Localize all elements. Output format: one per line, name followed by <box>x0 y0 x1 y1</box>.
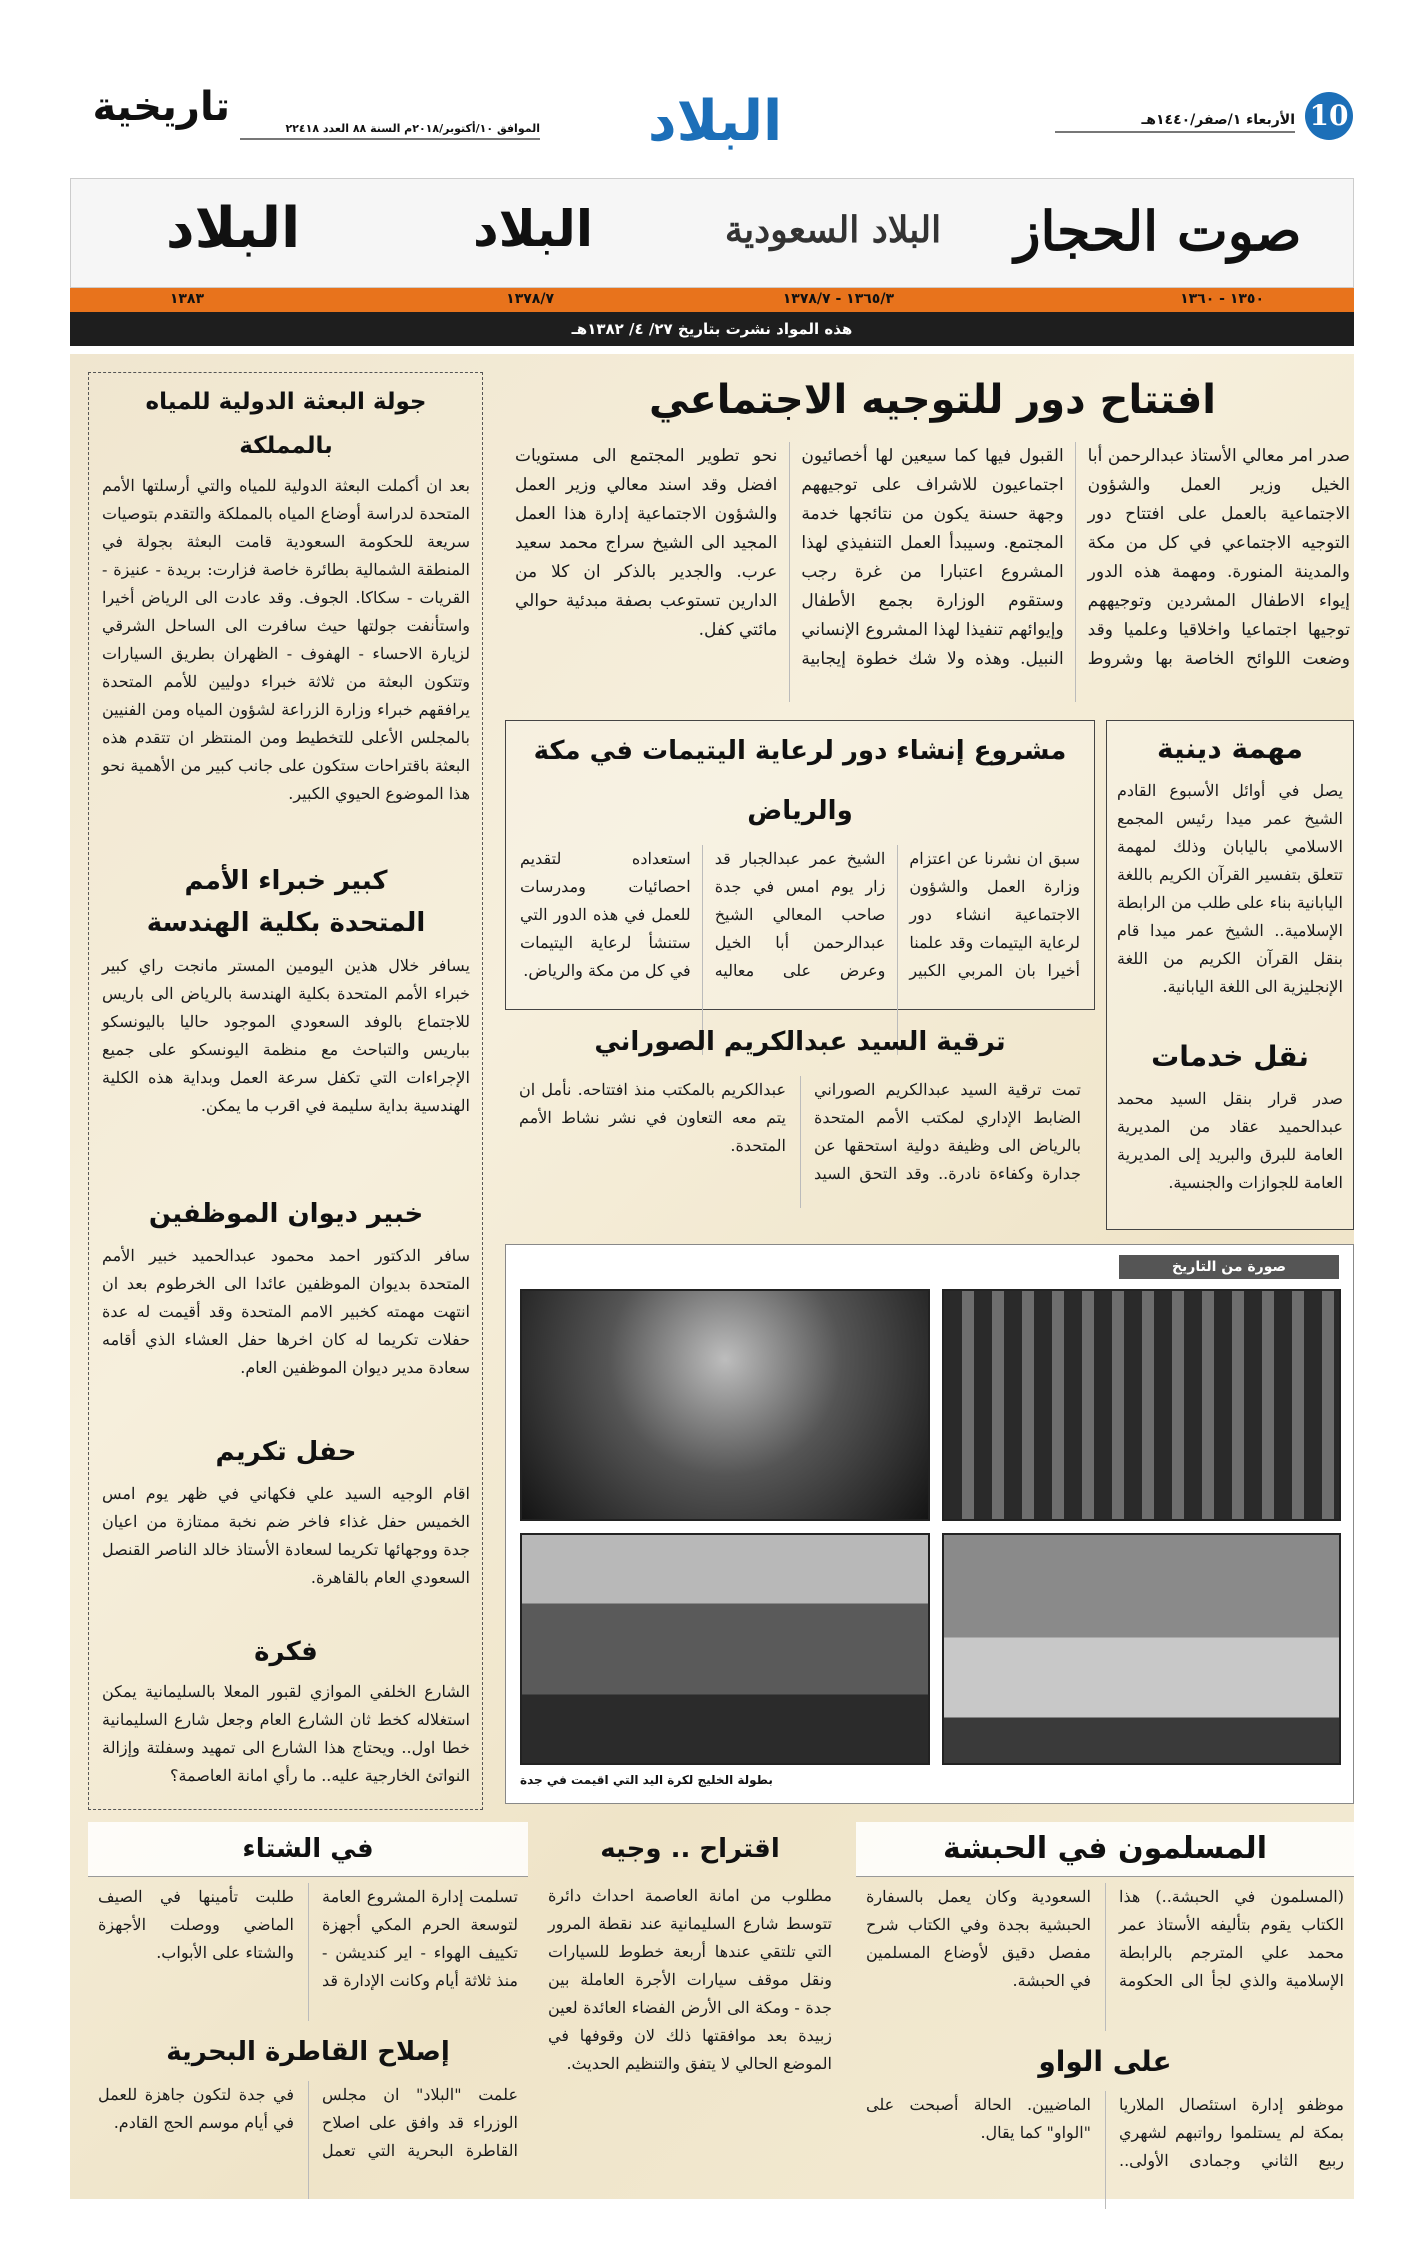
article-honor-title: حفل تكريم <box>215 1437 357 1467</box>
years-4: ١٣٨٣ <box>169 291 204 307</box>
article-cairo-body: علمت "البلاد" ان مجلس الوزراء قد وافق على اصلاح القاطرة البحرية التي تعمل في جدة لتكون جاهزة للعمل في أيام موسم الحج القادم. <box>98 2085 518 2160</box>
article-transfer-title: نقل خدمات <box>1151 1040 1309 1073</box>
article-habasha-body: (المسلمون في الحبشة..) هذا الكتاب يقوم بتأليفه الأستاذ عمر محمد علي المترجم بالرابطة الإسلامية والذي لجأ الى الحكومة السعودية وكان يعمل بالسفارة الحبشية بجدة وفي الكتاب شرح مفصل دقيق لأوضاع المسلمين في الحبشة. <box>866 1887 1344 1990</box>
page-header <box>0 0 1421 175</box>
years-2: ١٣٦٥/٣ - ١٣٧٨/٧ <box>782 291 894 307</box>
logo-albilad-saudia: البلاد السعودية <box>724 209 942 251</box>
photo-team-parade <box>520 1533 930 1765</box>
article-orphans-title: مشروع إنشاء دور لرعاية اليتيمات في مكة والرياض <box>533 736 1067 826</box>
article-water-title: جولة البعثة الدولية للمياه بالمملكة <box>145 389 427 459</box>
article-waw-body: موظفو إدارة استئصال الملاريا بمكة لم يستلموا رواتبهم لشهري ربيع الثاني وجمادى الأولى.. الماضيين. الحالة أصبحت على "الواو" كما يقال. <box>866 2095 1344 2170</box>
article-civil-service-title: خبير ديوان الموظفين <box>148 1199 424 1229</box>
logo-albilad-2: البلاد <box>165 196 301 261</box>
article-religious-body: يصل في أوائل الأسبوع القادم الشيخ عمر ميدا رئيس المجمع الاسلامي باليابان وذلك لمهمة تتعلق بتفسير القرآن الكريم باللغة اليابانية بناء على طلب من الرابطة الإسلامية.. الشيخ عمر ميدا قام بنقل القرآن الكريم من اللغة الإنجليزية الى اللغة اليابانية. <box>1117 781 1343 996</box>
years-bar <box>70 288 1354 312</box>
gregorian-date: الموافق ١٠/أكتوبر/٢٠١٨م السنة ٨٨ العدد ٢٢٤١٨ <box>240 122 540 140</box>
article-orphans-body: سبق ان نشرنا عن اعتزام وزارة العمل والشؤون الاجتماعية انشاء دور لرعاية اليتيمات وقد علمنا أخيرا بان المربي الكبير الشيخ عمر عبدالجبار قد زار يوم امس في جدة صاحب المعالي الشيخ عبدالرحمن أبا الخيل وعرض على معاليه استعداده لتقديم احصائيات ومدرسات للعمل في هذه الدور التي ستنشأ لرعاية اليتيمات في كل من مكة والرياض. <box>520 849 1080 980</box>
article-honor-body: اقام الوجيه السيد علي فكهاني في ظهر يوم امس الخميس حفل غذاء فاخر ضم نخبة ممتازة من اعيان جدة ووجهائها تكريما لسعادة الأستاذ خالد الناصر القنصل السعودي العام بالقاهرة. <box>102 1484 470 1587</box>
publication-note-bar <box>70 312 1354 346</box>
photo-officials <box>942 1533 1341 1765</box>
article-religious-box <box>1106 720 1354 1230</box>
article-water <box>96 380 476 888</box>
article-religious-title: مهمة دينية <box>1156 732 1304 765</box>
page-number: 10 <box>1309 99 1349 132</box>
article-habasha-title: المسلمون في الحبشة <box>856 1822 1354 1877</box>
article-main-title: افتتاح دور للتوجيه الاجتماعي <box>648 377 1217 423</box>
article-idea-body: الشارع الخلفي الموازي لقبور المعلا بالسليمانية يمكن استغلاله كخط ثان الشارع العام وجعل شارع السليمانية خطا اول.. ويحتاج هذا الشارع الى تمهيد وسفلتة وإزالة النواتئ الخارجية عليه.. ما رأي امانة العاصمة؟ <box>102 1682 470 1785</box>
masthead-title: البلاد <box>647 89 783 154</box>
article-orphans-box <box>505 720 1095 1010</box>
photo-label-text: صورة من التاريخ <box>1171 1259 1287 1275</box>
photo-crowd <box>942 1289 1341 1521</box>
years-3: ١٣٧٨/٧ <box>506 291 554 307</box>
article-idea <box>96 1630 476 1804</box>
photo-caption: بطولة الخليج لكرة اليد التي اقيمت في جدة <box>520 1773 773 1787</box>
article-engineering <box>96 860 476 1174</box>
hijri-date: الأربعاء ١/صفر/١٤٤٠هـ <box>1055 112 1295 133</box>
article-promotion <box>505 1012 1095 1222</box>
article-cairo-title: إصلاح القاطرة البحرية <box>166 2037 450 2067</box>
article-civil-service-body: سافر الدكتور احمد محمود عبدالحميد خبير الأمم المتحدة بديوان الموظفين عائدا الى الخرطوم بعد ان انتهت مهمته كخبير الامم المتحدة وقد أقيمت له عدة حفلات تكريما له كان اخرها حفل العشاء الذي أقامه سعادة مدير ديوان الموظفين العام. <box>102 1246 470 1377</box>
logo-albilad-1: البلاد <box>473 200 593 258</box>
article-proposal-body: مطلوب من امانة العاصمة احداث دائرة تتوسط شارع السليمانية عند نقطة المرور التي تلتقي عندها أربعة خطوط للسيارات ونقل موقف سيارات الأجرة العاملة بين جدة - ومكة الى الأرض الفضاء العائدة لعين زبيدة بعد موافقتها ذلك لان وقوفها في الموضع الحالي لا يتفق والتنظيم الحديث. <box>548 1886 832 2073</box>
archive-banner <box>70 178 1354 288</box>
article-promotion-title: ترقية السيد عبدالكريم الصوراني <box>594 1027 1006 1057</box>
article-engineering-title: كبير خبراء الأمم المتحدة بكلية الهندسة <box>146 866 426 938</box>
article-main-body: صدر امر معالي الأستاذ عبدالرحمن أبا الخيل وزير العمل والشؤون الاجتماعية بالعمل على افتتاح دور التوجيه الاجتماعي في كل من مكة والمدينة المنورة. ومهمة هذه الدور إيواء الاطفال المشردين وتوجيههم توجيها اجتماعيا واخلاقيا وعلميا وقد وضعت اللوائح الخاصة بها وشروط القبول فيها كما سيعين لها أخصائيون اجتماعيون للاشراف على توجيههم وجهة حسنة يكون من نتائجها خدمة المجتمع. وسيبدأ العمل التنفيذي لهذا المشروع اعتبارا من غرة رجب وستقوم الوزارة بجمع الأطفال وإيوائهم تنفيذا لهذا المشروع الإنساني النبيل. وهذه ولا شك خطوة إيجابية نحو تطوير المجتمع الى مستويات افضل وقد اسند معالي وزير العمل والشؤون الاجتماعية إدارة هذا العمل المجيد الى الشيخ سراج محمد سعيد عرب. والجدير بالذكر ان كلا من الدارين تستوعب بصفة مبدئية حوالي مائتي كفل. <box>515 446 1350 669</box>
article-proposal-title: اقتراح .. وجيه <box>600 1834 780 1864</box>
publication-note: هذه المواد نشرت بتاريخ ٢٧/ ٤/ ١٣٨٢هـ <box>571 320 853 338</box>
photo-feature <box>505 1244 1354 1804</box>
article-transfer-body: صدر قرار بنقل السيد محمد عبدالحميد عقاد من المديرية العامة للبرق والبريد إلى المديرية العامة للجوازات والجنسية. <box>1117 1089 1343 1192</box>
logo-sawt-alhijaz: صوت الحجاز <box>1014 199 1302 263</box>
article-proposal <box>540 1822 840 2196</box>
years-1: ١٣٥٠ - ١٣٦٠ <box>1180 291 1264 307</box>
article-civil-service <box>96 1190 476 1418</box>
page-number-badge <box>1305 92 1353 140</box>
article-honor <box>96 1428 476 1636</box>
photo-label <box>1119 1255 1339 1279</box>
article-waw-title: على الواو <box>1038 2045 1172 2078</box>
photo-team-trophy <box>520 1289 930 1521</box>
article-main <box>505 368 1360 708</box>
article-water-body: بعد ان أكملت البعثة الدولية للمياه والتي أرسلتها الأمم المتحدة لدراسة أوضاع المياه بالمملكة والتقدم بتوصيات سريعة للحكومة السعودية قامت البعثة بجولة في المنطقة الشمالية بطائرة خاصة فزارت: بريدة - عنيزة - القريات - سكاكا. الجوف. وقد عادت الى الرياض أخيرا واستأنفت جولتها حيث سافرت الى الساحل الشرقي لزيارة الاحساء - الهفوف - الظهران بطريق السيارات وتتكون البعثة من ثلاثة خبراء دوليين للأمم المتحدة يرافقهم خبراء وزارة الزراعة لشؤون المياه ومن الفنيين بالمجلس الأعلى للتخطيط ومن المنتظر ان تتقدم هذه البعثة باقتراحات ستكون على جانب كبير من الأهمية نحو هذا الموضوع الحيوي الكبير. <box>102 476 470 803</box>
article-habasha <box>856 1822 1354 2213</box>
section-title: تاريخية <box>92 84 230 130</box>
article-idea-title: فكرة <box>254 1637 318 1667</box>
masthead-logo <box>640 82 790 162</box>
article-winter-body: تسلمت إدارة المشروع العامة لتوسعة الحرم المكي أجهزة تكييف الهواء - اير كنديشن - منذ ثلاثة أيام وكانت الإدارة قد طلبت تأمينها في الصيف الماضي ووصلت الأجهزة والشتاء على الأبواب. <box>98 1887 518 1990</box>
article-promotion-body: تمت ترقية السيد عبدالكريم الصوراني الضابط الإداري لمكتب الأمم المتحدة بالرياض الى وظيفة دولية استحقها عن جدارة وكفاءة نادرة.. وقد التحق السيد عبدالكريم بالمكتب منذ افتتاحه. نأمل ان يتم معه التعاون في نشر نشاط الأمم المتحدة. <box>519 1080 1081 1183</box>
article-winter <box>88 1822 528 2203</box>
article-engineering-body: يسافر خلال هذين اليومين المستر مانجت راي كبير خبراء الأمم المتحدة بكلية الهندسة بالرياض الى باريس للاجتماع بالوفد السعودي الموجود حاليا باليونسكو بباريس والتباحث مع منظمة اليونسكو على جميع الإجراءات التي تكفل سرعة العمل وبداية هذه الكلية الهندسية بداية سليمة في اقرب ما يمكن. <box>102 956 471 1115</box>
article-winter-title: في الشتاء <box>88 1822 528 1877</box>
